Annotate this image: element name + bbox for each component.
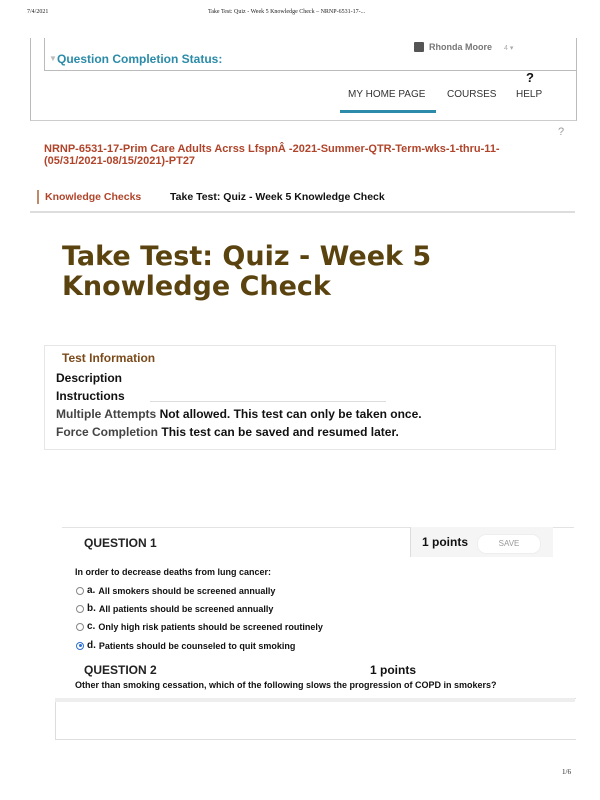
question-completion-label[interactable]: Question Completion Status: (57, 52, 223, 66)
description-label: Description (56, 371, 123, 385)
question-1-prompt: In order to decrease deaths from lung cancer: (75, 567, 272, 577)
force-completion-row (56, 425, 399, 439)
instructions-label: Instructions (56, 389, 125, 403)
multiple-attempts-row (56, 407, 422, 421)
multiple-attempts-label: Multiple Attempts (56, 407, 157, 421)
option-letter: a. (87, 585, 96, 596)
radio-button[interactable] (76, 623, 84, 631)
print-date: 7/4/2021 (27, 9, 49, 15)
nav-active-indicator (340, 110, 436, 113)
page-title: Take Test: Quiz - Week 5 Knowledge Check (62, 241, 432, 302)
question-2-heading: QUESTION 2 (84, 663, 157, 677)
answer-option-c[interactable] (76, 621, 323, 632)
user-menu-caret[interactable]: 4 ▾ (504, 45, 514, 52)
question-1-heading: QUESTION 1 (84, 536, 157, 550)
question-2-answer-area[interactable] (55, 698, 576, 740)
user-menu[interactable] (414, 42, 492, 52)
breadcrumb-marker (37, 190, 39, 204)
option-text[interactable]: Patients should be counseled to quit smoking (98, 640, 296, 651)
user-name: Rhonda Moore (429, 42, 492, 52)
page-number: 1/6 (562, 768, 571, 776)
answer-option-a[interactable] (76, 585, 275, 596)
option-letter: d. (87, 640, 96, 651)
breadcrumb-current: Take Test: Quiz - Week 5 Knowledge Check (170, 191, 385, 203)
option-letter: b. (87, 603, 96, 614)
save-button[interactable]: SAVE (477, 534, 541, 554)
instructions-divider (150, 401, 386, 402)
question-status-bar[interactable] (44, 38, 577, 71)
nav-help[interactable]: HELP (516, 89, 543, 100)
question-2-points: 1 points (370, 663, 417, 677)
multiple-attempts-value: Not allowed. This test can only be taken once. (159, 407, 422, 421)
option-text[interactable]: All smokers should be screened annually (98, 585, 276, 596)
force-completion-label: Force Completion (56, 425, 159, 439)
course-title: NRNP-6531-17-Prim Care Adults Acrss LfspnÂ -2021-Summer-QTR-Term-wks-1-thru-11-(05/31/2021-08/15/2021)-PT27 (44, 143, 500, 167)
force-completion-value: This test can be saved and resumed later. (161, 425, 399, 439)
nav-courses[interactable]: COURSES (447, 89, 497, 100)
question-2-prompt: Other than smoking cessation, which of the following slows the progression of COPD in smokers? (75, 680, 497, 690)
radio-button[interactable] (76, 587, 84, 595)
radio-button-selected[interactable] (76, 642, 84, 650)
answer-area-top-edge (55, 698, 575, 702)
avatar (414, 42, 424, 52)
nav-my-home-page[interactable]: MY HOME PAGE (348, 89, 426, 100)
answer-option-d[interactable] (76, 640, 295, 651)
help-icon[interactable]: ? (526, 70, 534, 85)
radio-button[interactable] (76, 605, 84, 613)
question-1-points: 1 points (422, 535, 469, 549)
option-letter: c. (87, 621, 96, 632)
test-information-heading: Test Information (62, 351, 156, 365)
option-text[interactable]: All patients should be screened annually (98, 603, 274, 614)
answer-option-b[interactable] (76, 603, 273, 614)
breadcrumb-knowledge-checks[interactable]: Knowledge Checks (45, 191, 142, 203)
print-page-title: Take Test: Quiz - Week 5 Knowledge Check – NRNP-6531-17-... (208, 9, 366, 15)
chevron-down-icon[interactable]: ▼ (49, 54, 57, 63)
option-text[interactable]: Only high risk patients should be screened routinely (98, 621, 323, 632)
help-question-mark[interactable]: ? (558, 126, 565, 138)
